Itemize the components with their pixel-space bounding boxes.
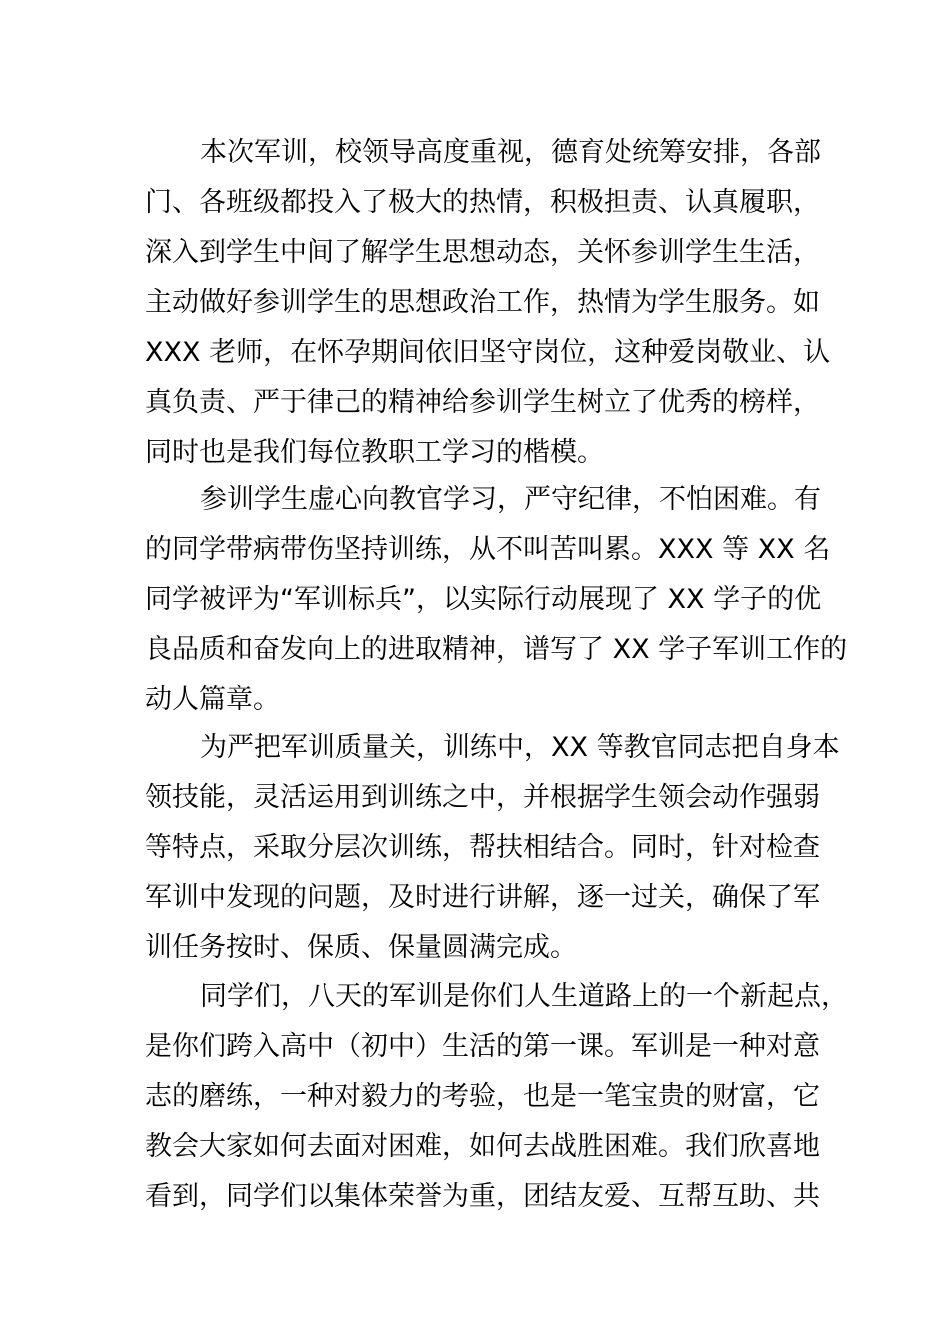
paragraph-1-line-1: 本次军训，校领导高度重视，德育处统筹安排，各部 [200,137,821,168]
paragraph-4-line-5: 看到，同学们以集体荣誉为重，团结友爱、互帮互助、共 [145,1181,820,1212]
paragraph-2-line-5: 动人篇章。 [145,684,280,715]
paragraph-4-line-1: 同学们，八天的军训是你们人生道路上的一个新起点， [200,981,848,1012]
paragraph-1-line-3: 深入到学生中间了解学生思想动态，关怀参训学生生活， [145,237,820,268]
paragraph-4-line-4: 教会大家如何去面对困难，如何去战胜困难。我们欣喜地 [145,1131,820,1162]
paragraph-2-line-3: 同学被评为“军训标兵”，以实际行动展现了 XX 学子的优 [145,584,822,615]
paragraph-1-line-6: 真负责、严于律己的精神给参训学生树立了优秀的榜样， [145,387,820,418]
paragraph-1-line-5: XXX 老师，在怀孕期间依旧坚守岗位，这种爱岗敬业、认 [145,337,831,368]
paragraph-3-line-1: 为严把军训质量关，训练中，XX 等教官同志把自身本 [200,732,840,763]
paragraph-3-line-5: 训任务按时、保质、保量圆满完成。 [145,932,577,963]
paragraph-3-line-2: 领技能，灵活运用到训练之中，并根据学生领会动作强弱 [145,782,820,813]
paragraph-1-line-2: 门、各班级都投入了极大的热情，积极担责、认真履职， [145,187,820,218]
paragraph-3-line-4: 军训中发现的问题，及时进行讲解，逐一过关，确保了军 [145,882,820,913]
paragraph-1-line-7: 同时也是我们每位教职工学习的楷模。 [145,437,604,468]
paragraph-1-line-4: 主动做好参训学生的思想政治工作，热情为学生服务。如 [145,287,820,318]
paragraph-2-line-4: 良品质和奋发向上的进取精神，谱写了 XX 学子军训工作的 [145,634,848,665]
paragraph-2-line-2: 的同学带病带伤坚持训练，从不叫苦叫累。XXX 等 XX 名 [145,534,831,565]
paragraph-2-line-1: 参训学生虚心向教官学习，严守纪律，不怕困难。有 [200,484,821,515]
paragraph-3-line-3: 等特点，采取分层次训练，帮扶相结合。同时，针对检查 [145,832,820,863]
paragraph-4-line-2: 是你们跨入高中（初中）生活的第一课。军训是一种对意 [145,1031,820,1062]
paragraph-4-line-3: 志的磨练，一种对毅力的考验，也是一笔宝贵的财富，它 [145,1081,820,1112]
